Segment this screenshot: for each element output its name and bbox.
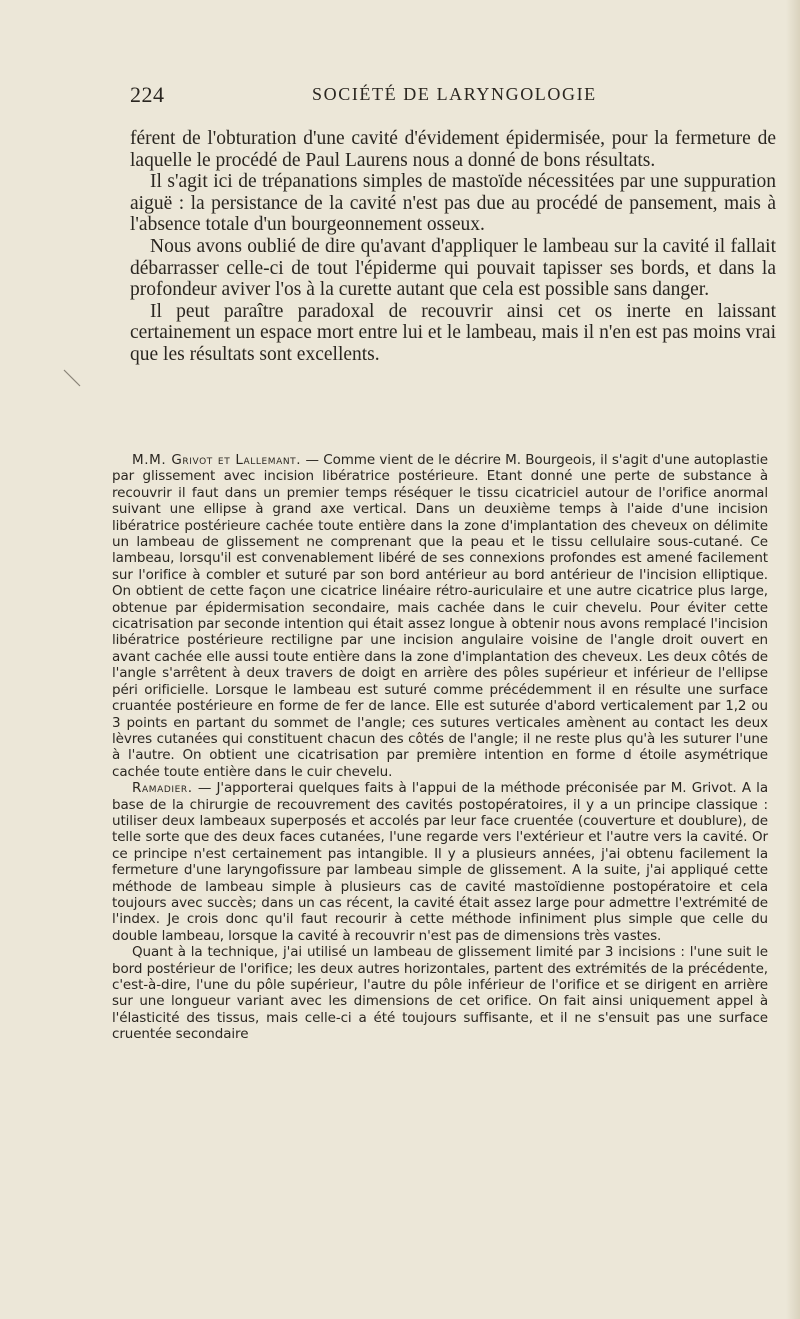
paragraph-1: férent de l'obturation d'une cavité d'évidement épidermisée, pour la fermeture de laquelle le procédé de Paul Laurens nous a donné de bons résultats. <box>130 128 776 171</box>
discussion-body: — J'apporterai quelques faits à l'appui de la méthode préconisée par M. Grivot. A la base de la chirurgie de recouvrement des cavités postopératoires, il y a un principe classique : utiliser deux lambeaux superposés et accolés par leur face cruentée (couverture et doublure), de telle sorte que des deux faces cutanées, l'une regarde vers l'extérieur et l'autre vers la cavité. Or ce principe n'est certainement pas intangible. Il y a plusieurs années, j'ai obtenu facilement la fermeture d'une laryngofissure par lambeau simple de glissement. A la suite, j'ai appliqué cette méthode de lambeau simple à plusieurs cas de cavité mastoïdienne postopératoire et cela toujours avec succès; dans un cas récent, la cavité était assez large pour admettre l'extrémité de l'index. Je crois donc qu'il faut recourir à cette méthode infiniment plus simple que celle du double lambeau, lorsque la cavité à recouvrir n'est pas de dimensions très vastes. <box>112 780 768 944</box>
discussion-body: Quant à la technique, j'ai utilisé un lambeau de glissement limité par 3 incisions : l'une suit le bord postérieur de l'orifice; les deux autres horizontales, partent des extrémités de la précédente, c'est-à-dire, l'une du pôle supérieur, l'autre du pôle inférieur de l'orifice et se dirigent en arrière sur une longueur variant avec les dimensions de cet orifice. On fait ainsi uniquement appel à l'élasticité des tissus, mais celle-ci a été toujours suffisante, et il ne s'ensuit pas une surface cruentée secondaire <box>112 944 768 1043</box>
discussion-body: — Comme vient de le décrire M. Bourgeois, il s'agit d'une autoplastie par glissement avec incision libératrice postérieure. Etant donné une perte de substance à recouvrir il faut dans un premier temps réséquer le tissu cicatriciel autour de l'orifice anormal suivant une ellipse à grand axe vertical. Dans un deuxième temps à l'aide d'une incision libératrice postérieure cachée toute entière dans la zone d'implantation des cheveux on délimite un lambeau de glissement ne comprenant que la peau et le tissu cellulaire sous-cutané. Ce lambeau, lorsqu'il est convenablement libéré de ses connexions profondes est amené facilement sur l'orifice à combler et suturé par son bord antérieur au bord antérieur de l'incision elliptique. On obtient de cette façon une cicatrice linéaire rétro-auriculaire et une autre cicatrice plus large, obtenue par épidermisation secondaire, mais cachée dans le cuir chevelu. Pour éviter cette cicatrisation par seconde intention qui était assez longue à obtenir nous avons remplacé l'incision libératrice postérieure rectiligne par une incision angulaire voisine de l'angle droit ouvert en avant cachée elle aussi toute entière dans la zone d'implantation des cheveux. Les deux côtés de l'angle s'arrêtent à deux travers de doigt en arrière des pôles supérieur et inférieur de l'ellipse péri orificielle. Lorsque le lambeau est suturé comme précédemment il en résulte une surface cruantée postérieure en forme de fer de lance. Elle est suturée d'abord verticalement par 1,2 ou 3 points en partant du sommet de l'angle; ces sutures verticales amènent au contact les deux lèvres cutanées qui constituent chacun des côtés de l'angle; il ne reste plus qu'à les suturer l'une à l'autre. On obtient une cicatrisation par première intention en forme d étoile asymétrique cachée toute entière dans le cuir chevelu. <box>112 452 768 780</box>
discussion-paragraph-3 <box>112 944 768 1042</box>
speaker-name: Ramadier. <box>132 780 193 797</box>
main-text <box>130 128 776 366</box>
paragraph-2: Il s'agit ici de trépanations simples de mastoïde nécessitées par une suppuration aiguë : la persistance de la cavité n'est pas due au procédé de pansement, mais à l'absence totale d'un bourgeonnement osseux. <box>130 171 776 236</box>
discussion-text <box>112 452 768 1043</box>
discussion-paragraph-2 <box>112 780 768 944</box>
paragraph-3: Nous avons oublié de dire qu'avant d'appliquer le lambeau sur la cavité il fallait débarrasser celle-ci de tout l'épiderme qui pouvait tapisser ses bords, et dans la profondeur aviver l'os à la curette autant que cela est possible sans danger. <box>130 235 776 301</box>
paragraph-4: Il peut paraître paradoxal de recouvrir ainsi cet os inerte en laissant certainement un espace mort entre lui et le lambeau, mais il n'en est pas moins vrai que les résultats sont excellents. <box>130 300 776 365</box>
discussion-paragraph-1 <box>112 452 768 780</box>
page-edge-shadow <box>786 0 800 1319</box>
running-title: SOCIÉTÉ DE LARYNGOLOGIE <box>312 84 597 104</box>
margin-pencil-mark <box>62 368 84 390</box>
speaker-name: M.M. Grivot et Lallemant. <box>132 452 302 468</box>
page-number: 224 <box>130 82 165 107</box>
page-header <box>130 82 770 112</box>
